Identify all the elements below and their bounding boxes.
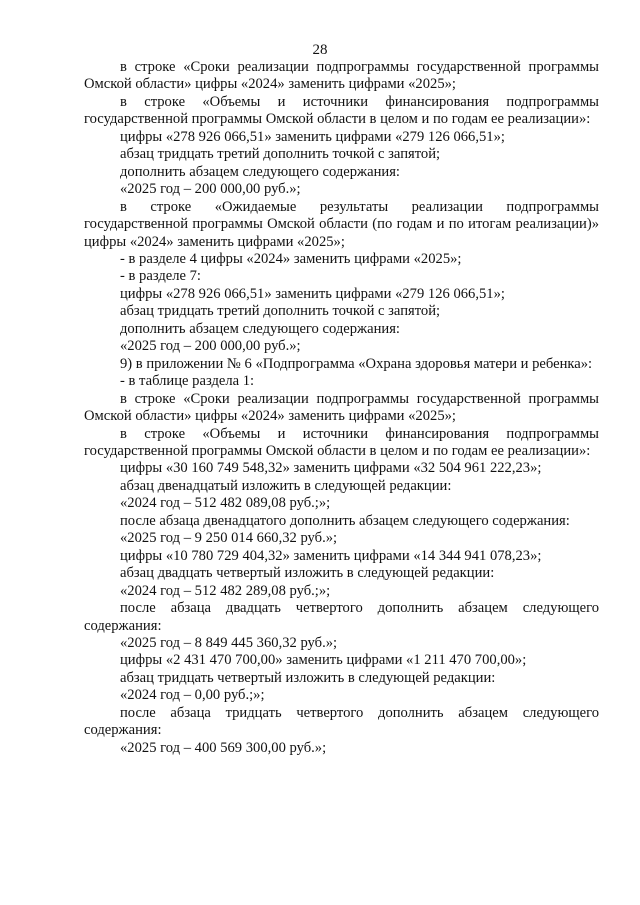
paragraph: дополнить абзацем следующего содержания: bbox=[120, 320, 400, 337]
paragraph: в строке «Ожидаемые результаты реализации подпрограммы государственной программы Омской области (по годам и по итогам реализации)» цифры «2024» заменить цифрами «2025»; bbox=[84, 198, 599, 250]
paragraph: абзац тридцать третий дополнить точкой с запятой; bbox=[120, 146, 441, 163]
paragraph: «2025 год – 9 250 014 660,32 руб.»; bbox=[120, 530, 338, 547]
paragraph: абзац тридцать четвертый изложить в следующей редакции: bbox=[120, 669, 496, 686]
paragraph: в строке «Сроки реализации подпрограммы государственной программы Омской области» цифры «2024» заменить цифрами «2025»; bbox=[84, 390, 599, 425]
paragraph: в строке «Сроки реализации подпрограммы государственной программы Омской области» цифры «2024» заменить цифрами «2025»; bbox=[84, 59, 599, 93]
paragraph: 9) в приложении № 6 «Подпрограмма «Охрана здоровья матери и ребенка»: bbox=[120, 355, 593, 372]
paragraph: «2024 год – 512 482 289,08 руб.;»; bbox=[120, 582, 331, 599]
document-body bbox=[84, 59, 599, 757]
paragraph: после абзаца двенадцатого дополнить абзацем следующего содержания: bbox=[120, 512, 570, 529]
paragraph: в строке «Объемы и источники финансирования подпрограммы государственной программы Омской области в целом и по годам ее реализации»: bbox=[84, 93, 599, 128]
paragraph: цифры «2 431 470 700,00» заменить цифрами «1 211 470 700,00»; bbox=[120, 652, 527, 669]
paragraph: «2025 год – 400 569 300,00 руб.»; bbox=[120, 739, 327, 756]
paragraph: в строке «Объемы и источники финансирования подпрограммы государственной программы Омской области в целом и по годам ее реализации»: bbox=[84, 425, 599, 459]
paragraph: абзац двадцать четвертый изложить в следующей редакции: bbox=[120, 565, 495, 582]
paragraph: «2025 год – 200 000,00 руб.»; bbox=[120, 338, 301, 355]
paragraph: «2024 год – 0,00 руб.;»; bbox=[120, 687, 265, 704]
paragraph: цифры «10 780 729 404,32» заменить цифрами «14 344 941 078,23»; bbox=[120, 547, 542, 564]
paragraph: - в таблице раздела 1: bbox=[120, 373, 255, 390]
paragraph: «2024 год – 512 482 089,08 руб.;»; bbox=[120, 495, 331, 512]
paragraph: - в разделе 7: bbox=[120, 268, 201, 285]
paragraph: «2025 год – 200 000,00 руб.»; bbox=[120, 181, 301, 198]
paragraph: абзац тридцать третий дополнить точкой с запятой; bbox=[120, 303, 441, 320]
paragraph: цифры «278 926 066,51» заменить цифрами «279 126 066,51»; bbox=[120, 285, 505, 302]
paragraph: цифры «30 160 749 548,32» заменить цифрами «32 504 961 222,23»; bbox=[120, 460, 542, 477]
paragraph: - в разделе 4 цифры «2024» заменить цифрами «2025»; bbox=[120, 250, 462, 267]
paragraph: «2025 год – 8 849 445 360,32 руб.»; bbox=[120, 634, 338, 651]
paragraph: цифры «278 926 066,51» заменить цифрами «279 126 066,51»; bbox=[120, 128, 505, 145]
paragraph: абзац двенадцатый изложить в следующей редакции: bbox=[120, 477, 452, 494]
page-number: 28 bbox=[312, 42, 328, 58]
paragraph: дополнить абзацем следующего содержания: bbox=[120, 163, 400, 180]
paragraph: после абзаца двадцать четвертого дополнить абзацем следующего содержания: bbox=[84, 600, 599, 634]
paragraph: после абзаца тридцать четвертого дополнить абзацем следующего содержания: bbox=[84, 704, 599, 739]
